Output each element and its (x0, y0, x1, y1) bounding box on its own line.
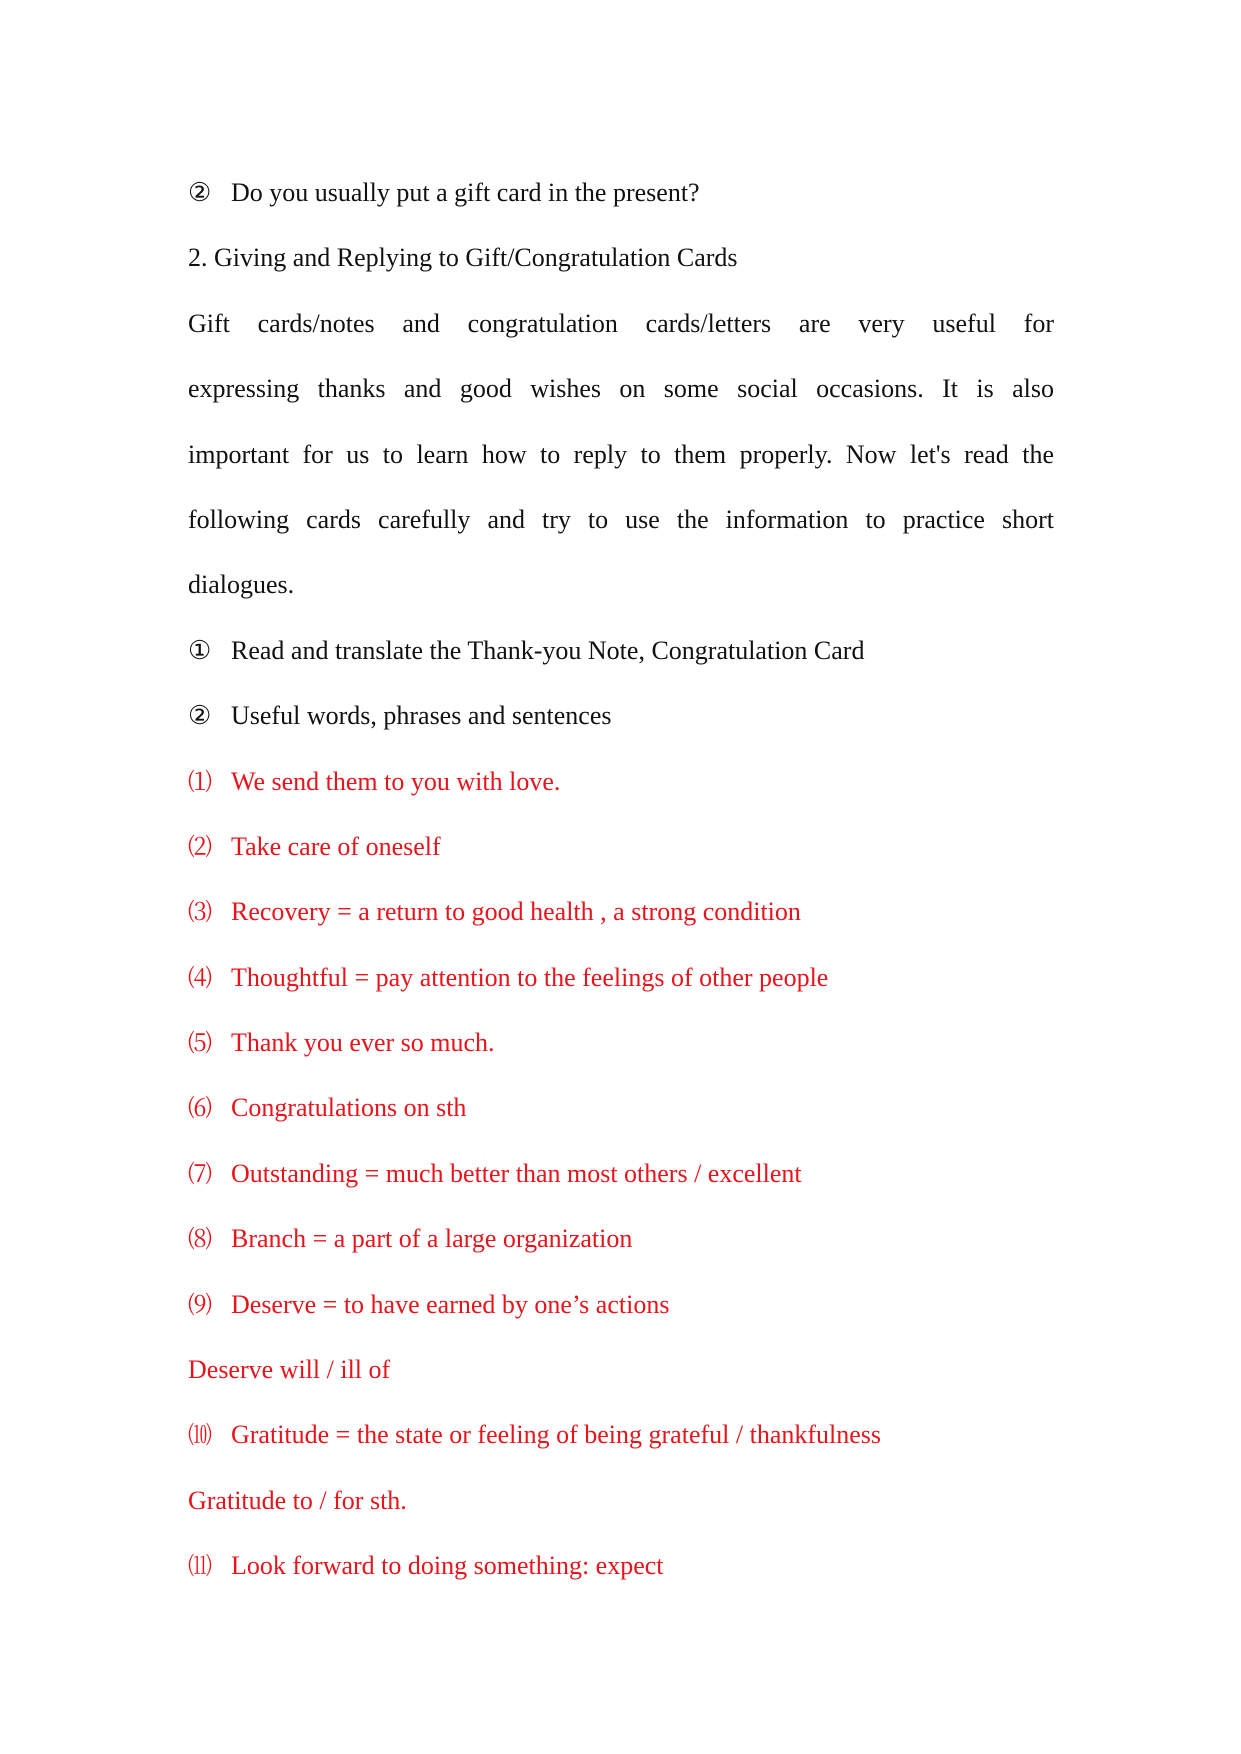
paragraph-last-line: dialogues. (188, 570, 295, 600)
circled-number-marker: ① (188, 635, 212, 665)
deserve-note: Deserve will / ill of (188, 1355, 391, 1385)
parenthesized-number-marker: ⑷ (188, 965, 212, 992)
vocab-text: Recovery = a return to good health , a strong condition (231, 897, 801, 927)
paragraph-line: expressing thanks and good wishes on some social occasions. It is also (188, 374, 1054, 404)
vocab-text: Branch = a part of a large organization (231, 1224, 633, 1254)
vocab-item (188, 945, 1054, 1010)
vocab-item (188, 879, 1054, 944)
vocab-item (188, 749, 1054, 814)
gratitude-note: Gratitude to / for sth. (188, 1485, 407, 1515)
parenthesized-number-marker: ⑵ (188, 834, 212, 861)
vocab-item (188, 1533, 1054, 1598)
vocab-text: Congratulations on sth (231, 1093, 467, 1123)
task-text: Read and translate the Thank-you Note, Congratulation Card (231, 635, 865, 665)
vocab-text: Gratitude = the state or feeling of being grateful / thankfulness (231, 1420, 882, 1450)
parenthesized-number-marker: ⑹ (188, 1096, 212, 1123)
paragraph-line: following cards carefully and try to use the information to practice short (188, 504, 1054, 534)
vocab-item (188, 1272, 1054, 1337)
task-text: Useful words, phrases and sentences (231, 701, 612, 731)
intro-question-text: Do you usually put a gift card in the present? (231, 178, 700, 207)
parenthesized-number-marker: ⑾ (188, 1554, 212, 1581)
vocab-item (188, 1075, 1054, 1140)
vocab-text: Outstanding = much better than most others / excellent (231, 1158, 802, 1188)
circled-number-marker: ② (188, 701, 212, 731)
paragraph-line: Gift cards/notes and congratulation cards/letters are very useful for (188, 308, 1054, 338)
parenthesized-number-marker: ⑺ (188, 1161, 212, 1188)
circled-number-marker: ② (188, 178, 212, 207)
vocab-item (188, 1206, 1054, 1271)
intro-question (188, 160, 1054, 225)
vocab-text: Thoughtful = pay attention to the feelings of other people (231, 962, 829, 992)
vocab-item (188, 1010, 1054, 1075)
page-content (188, 160, 1054, 1599)
task-item (188, 683, 1054, 748)
vocab-text: Thank you ever so much. (231, 1028, 495, 1058)
parenthesized-number-marker: ⑸ (188, 1031, 212, 1058)
parenthesized-number-marker: ⑴ (188, 769, 212, 796)
vocab-text: Take care of oneself (231, 831, 441, 861)
vocab-text: We send them to you with love. (231, 766, 561, 796)
task-item (188, 618, 1054, 683)
vocab-text: Deserve = to have earned by one’s actions (231, 1289, 670, 1319)
section-heading: 2. Giving and Replying to Gift/Congratulation Cards (188, 243, 738, 273)
paragraph-line: important for us to learn how to reply to them properly. Now let's read the (188, 439, 1054, 469)
vocab-item (188, 1141, 1054, 1206)
vocab-item (188, 1402, 1054, 1467)
parenthesized-number-marker: ⑻ (188, 1227, 212, 1254)
vocab-item (188, 814, 1054, 879)
vocab-text: Look forward to doing something: expect (231, 1551, 664, 1581)
parenthesized-number-marker: ⑽ (188, 1423, 212, 1450)
parenthesized-number-marker: ⑶ (188, 900, 212, 927)
parenthesized-number-marker: ⑼ (188, 1292, 212, 1319)
